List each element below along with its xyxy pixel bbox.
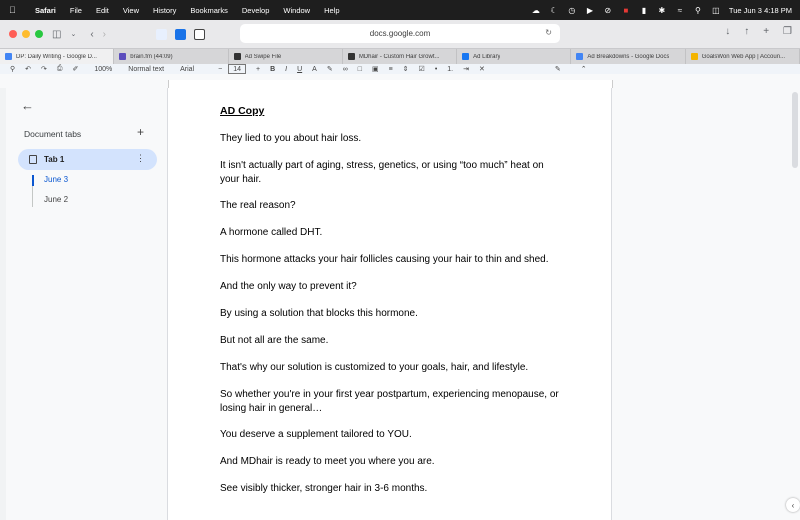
mdhair-favicon-icon	[348, 53, 355, 60]
paragraph: And MDhair is ready to meet you where you are.	[220, 456, 435, 467]
tab-title: DP: Daily Writing - Google D...	[16, 53, 97, 60]
tab-title: Ad Library	[473, 53, 501, 60]
brainfm-favicon-icon	[119, 53, 126, 60]
italic-icon[interactable]: I	[285, 65, 288, 73]
more-options-icon[interactable]: ⋮	[136, 153, 145, 163]
address-bar[interactable]	[240, 24, 560, 43]
paragraph: That's why our solution is customized to your goals, hair, and lifestyle.	[220, 362, 529, 373]
extension-k-icon[interactable]	[156, 29, 167, 40]
menu-history[interactable]: History	[153, 5, 177, 15]
underline-icon[interactable]: U	[297, 65, 303, 73]
paragraph: But not all are the same.	[220, 335, 329, 346]
meta-favicon-icon	[462, 53, 469, 60]
apple-icon[interactable]	[9, 5, 21, 15]
document-tabs-heading: Document tabs	[24, 129, 82, 139]
highlight-icon[interactable]: ✎	[326, 66, 333, 73]
document-tabs-sidebar	[10, 88, 166, 520]
download-icon[interactable]: ↓	[725, 26, 731, 37]
tab-label: Tab 1	[44, 155, 65, 164]
browser-tab[interactable]	[114, 49, 228, 64]
share-icon[interactable]: ↑	[744, 26, 750, 37]
menu-bookmarks[interactable]: Bookmarks	[190, 5, 228, 15]
reload-icon[interactable]: ↻	[545, 28, 552, 37]
moon-icon[interactable]: ☾	[550, 5, 558, 15]
collapse-toolbar-icon[interactable]: ⌃	[580, 66, 587, 73]
image-icon[interactable]: ▣	[371, 66, 379, 73]
browser-tab[interactable]	[229, 49, 343, 64]
paragraph: The real reason?	[220, 200, 296, 211]
menu-window[interactable]: Window	[283, 5, 311, 15]
google-docs-favicon-icon	[576, 53, 583, 60]
battery-icon[interactable]: ▮	[641, 5, 647, 15]
redo-icon[interactable]: ↷	[41, 66, 47, 73]
browser-toolbar	[0, 20, 800, 48]
extension-notion-icon[interactable]	[194, 29, 205, 40]
chevron-down-icon[interactable]: ⌄	[70, 31, 77, 38]
url-text: docs.google.com	[369, 29, 431, 38]
outline-rail	[32, 175, 33, 207]
paragraph: A hormone called DHT.	[220, 227, 323, 238]
clock-icon[interactable]: ◷	[568, 5, 576, 15]
sidebar-toggle-icon[interactable]: ◫	[52, 28, 62, 40]
notion-favicon-icon	[234, 53, 241, 60]
control-center-icon[interactable]: ◫	[712, 5, 720, 15]
increase-size-icon[interactable]: +	[255, 65, 261, 73]
minimize-window-button[interactable]	[22, 30, 30, 38]
editing-mode-icon[interactable]: ✎	[554, 66, 561, 73]
scrollbar-thumb[interactable]	[792, 92, 798, 168]
paragraph: See visibly thicker, stronger hair in 3-6 months.	[220, 483, 428, 494]
status-area	[531, 0, 792, 20]
goalswon-favicon-icon	[691, 53, 698, 60]
scrollbar[interactable]	[790, 88, 800, 520]
bullet-list-icon[interactable]: •	[434, 65, 438, 73]
window-controls	[9, 30, 43, 38]
browser-tab[interactable]	[457, 49, 571, 64]
record-icon[interactable]: ■	[623, 5, 629, 15]
zoom-select[interactable]: 100%	[94, 65, 113, 73]
block-icon[interactable]: ⊘	[604, 5, 612, 15]
toolbar-right-actions	[725, 26, 792, 37]
menubar-clock[interactable]: Tue Jun 3 4:18 PM	[728, 5, 792, 15]
clear-format-icon[interactable]: ✕	[478, 66, 485, 73]
close-window-button[interactable]	[9, 30, 17, 38]
paragraph: It isn't actually part of aging, stress, genetics, or using “too much” heat on your hair.	[220, 160, 544, 185]
text-color-icon[interactable]: A	[312, 65, 317, 73]
browser-tab[interactable]	[686, 49, 800, 64]
search-icon[interactable]: ⚲	[694, 5, 701, 15]
tab-overview-icon[interactable]: ❐	[783, 26, 792, 37]
extension-mail-icon[interactable]	[175, 29, 186, 40]
document-icon	[29, 155, 37, 164]
tab-title: MDhair - Custom Hair Growt...	[358, 53, 440, 60]
paragraph: They lied to you about hair loss.	[220, 133, 362, 144]
paint-format-icon[interactable]: ✐	[72, 66, 79, 73]
indent-icon[interactable]: ⇥	[463, 66, 469, 73]
outline-item-june-2[interactable]: June 2	[44, 195, 69, 204]
print-icon[interactable]: ⎙	[56, 65, 63, 72]
menu-develop[interactable]: Develop	[241, 5, 270, 15]
menu-view[interactable]: View	[122, 5, 140, 15]
undo-icon[interactable]: ↶	[25, 66, 32, 73]
align-icon[interactable]: ≡	[388, 65, 393, 73]
back-arrow-icon[interactable]: ←	[21, 98, 34, 113]
vertical-ruler[interactable]	[0, 88, 6, 520]
menu-app-name[interactable]: Safari	[35, 5, 56, 15]
link-icon[interactable]: ∞	[342, 65, 348, 73]
add-tab-icon[interactable]: +	[137, 125, 145, 139]
outline-active-indicator	[32, 175, 34, 186]
document-heading: AD Copy	[220, 105, 265, 117]
maximize-window-button[interactable]	[35, 30, 43, 38]
forward-icon[interactable]: ›	[102, 28, 107, 40]
wifi-icon[interactable]: ≈	[677, 5, 683, 15]
document-page[interactable]	[167, 88, 612, 520]
macos-menubar	[0, 0, 800, 20]
menu-edit[interactable]: Edit	[95, 5, 109, 15]
tab-title: Ad Breakdowns - Google Docs	[587, 53, 670, 60]
google-docs-favicon-icon	[5, 53, 12, 60]
ruler-track	[168, 80, 613, 88]
tab-title: brain.fm (44:09)	[130, 53, 173, 60]
back-icon[interactable]: ‹	[90, 28, 94, 40]
paragraph: So whether you're in your first year postpartum, experiencing menopause, or losing hair in general…	[220, 389, 559, 414]
cloud-icon[interactable]: ☁	[531, 5, 540, 15]
line-spacing-icon[interactable]: ⇕	[402, 66, 409, 73]
browser-tab[interactable]	[571, 49, 685, 64]
horizontal-ruler[interactable]	[0, 76, 800, 88]
tab-strip	[0, 48, 800, 64]
menu-file[interactable]: File	[69, 5, 82, 15]
docs-format-toolbar	[0, 64, 800, 74]
paragraph: This hormone attacks your hair follicles causing your hair to thin and shed.	[220, 254, 549, 265]
tab-title: Ad Swipe File	[244, 53, 282, 60]
comment-icon[interactable]: □	[357, 65, 362, 73]
paragraph: By using a solution that blocks this hormone.	[220, 308, 418, 319]
menu-help[interactable]: Help	[324, 5, 340, 15]
bluetooth-icon[interactable]: ✱	[658, 5, 666, 15]
paragraph: You deserve a supplement tailored to YOU.	[220, 429, 412, 440]
bold-icon[interactable]: B	[270, 65, 276, 73]
font-select[interactable]: Arial	[180, 65, 195, 73]
side-panel-toggle-icon[interactable]: ‹	[786, 498, 800, 512]
sidebar-item-tab-1[interactable]	[18, 149, 157, 170]
outline-item-june-3[interactable]: June 3	[44, 175, 69, 184]
play-icon[interactable]: ▶	[586, 5, 593, 15]
font-size-input[interactable]: 14	[228, 64, 246, 74]
style-select[interactable]: Normal text	[128, 65, 165, 73]
decrease-size-icon[interactable]: −	[218, 65, 223, 73]
new-tab-icon[interactable]: +	[763, 26, 770, 37]
browser-tab[interactable]	[0, 49, 114, 64]
search-menus-icon[interactable]: ⚲	[10, 66, 16, 73]
paragraph: And the only way to prevent it?	[220, 281, 357, 292]
tab-title: GoalsWon Web App | Accoun...	[701, 53, 786, 60]
checklist-icon[interactable]: ☑	[418, 66, 425, 73]
browser-tab[interactable]	[343, 49, 457, 64]
numbered-list-icon[interactable]: 1.	[447, 65, 454, 73]
